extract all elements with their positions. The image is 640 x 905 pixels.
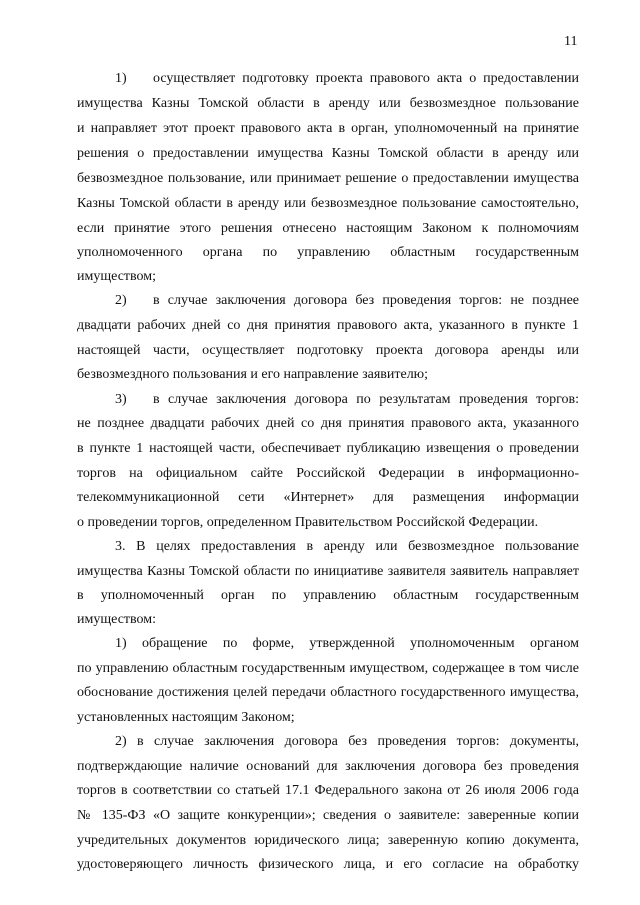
paragraph-line: торгов в соответствии со статьей 17.1 Федерального закона от 26 июля 2006 года xyxy=(77,783,579,798)
paragraph-line: имуществом; xyxy=(77,269,157,284)
paragraph-line: удостоверяющего личность физического лица, и его согласие на обработку xyxy=(77,857,579,872)
paragraph-line: подтверждающие наличие оснований для заключения договора без проведения xyxy=(77,759,579,774)
paragraph-line: о проведении торгов, определенном Правительством Российской Федерации. xyxy=(77,515,539,530)
list-marker: 2) xyxy=(115,293,127,308)
paragraph-line xyxy=(115,71,579,87)
list-marker: 1) xyxy=(115,71,127,86)
paragraph-line: Казны Томской области в аренду или безвозмездное пользование самостоятельно, xyxy=(77,196,579,211)
paragraph-line: если принятие этого решения отнесено настоящим Законом к полномочиям xyxy=(77,221,579,236)
paragraph-line: уполномоченного органа по управлению областным государственным xyxy=(77,245,579,260)
paragraph-line: и направляет этот проект правового акта в орган, уполномоченный на принятие xyxy=(77,121,579,136)
paragraph-line: имущества Казны Томской области по инициативе заявителя заявитель направляет xyxy=(77,564,579,579)
paragraph-line: решения о предоставлении имущества Казны Томской области в аренду или xyxy=(77,146,579,161)
paragraph-line: в пункте 1 настоящей части, обеспечивает публикацию извещения о проведении xyxy=(77,441,579,456)
paragraph-line: 3. В целях предоставления в аренду или безвозмездное пользование xyxy=(115,539,579,554)
paragraph-line: торгов на официальном сайте Российской Федерации в информационно- xyxy=(77,466,579,481)
paragraph-line: двадцати рабочих дней со дня принятия правового акта, указанного в пункте 1 xyxy=(77,318,579,333)
line-text: в случае заключения договора по результатам проведения торгов: xyxy=(153,392,579,407)
paragraph-line xyxy=(115,293,579,309)
paragraph-line: № 135-ФЗ «О защите конкуренции»; сведения о заявителе: заверенные копии xyxy=(77,808,579,823)
line-text: осуществляет подготовку проекта правового акта о предоставлении xyxy=(153,71,579,86)
paragraph-line: установленных настоящим Законом; xyxy=(77,710,295,725)
paragraph-line: имущества Казны Томской области в аренду или безвозмездное пользование xyxy=(77,96,579,111)
paragraph-line: безвозмездное пользование, или принимает решение о предоставлении имущества xyxy=(77,171,579,186)
paragraph-line: безвозмездного пользования и его направление заявителю; xyxy=(77,367,429,382)
list-marker: 3) xyxy=(115,392,127,407)
paragraph-line: 1) обращение по форме, утвержденной уполномоченным органом xyxy=(115,636,579,651)
paragraph-line: по управлению областным государственным имуществом, содержащее в том числе xyxy=(77,661,579,676)
paragraph-line: в уполномоченный орган по управлению областным государственным xyxy=(77,588,579,603)
paragraph-line: телекоммуникационной сети «Интернет» для размещения информации xyxy=(77,490,579,505)
page-number: 11 xyxy=(564,34,578,49)
paragraph-line: учредительных документов юридического лица; заверенную копию документа, xyxy=(77,833,579,848)
paragraph-line: имуществом: xyxy=(77,612,157,627)
line-text: в случае заключения договора без проведения торгов: не позднее xyxy=(153,293,579,308)
paragraph-line xyxy=(115,392,579,408)
paragraph-line: не позднее двадцати рабочих дней со дня принятия правового акта, указанного xyxy=(77,416,579,431)
paragraph-line: обоснование достижения целей передачи областного государственного имущества, xyxy=(77,685,579,700)
paragraph-line: 2) в случае заключения договора без проведения торгов: документы, xyxy=(115,734,579,749)
paragraph-line: настоящей части, осуществляет подготовку проекта договора аренды или xyxy=(77,343,579,358)
